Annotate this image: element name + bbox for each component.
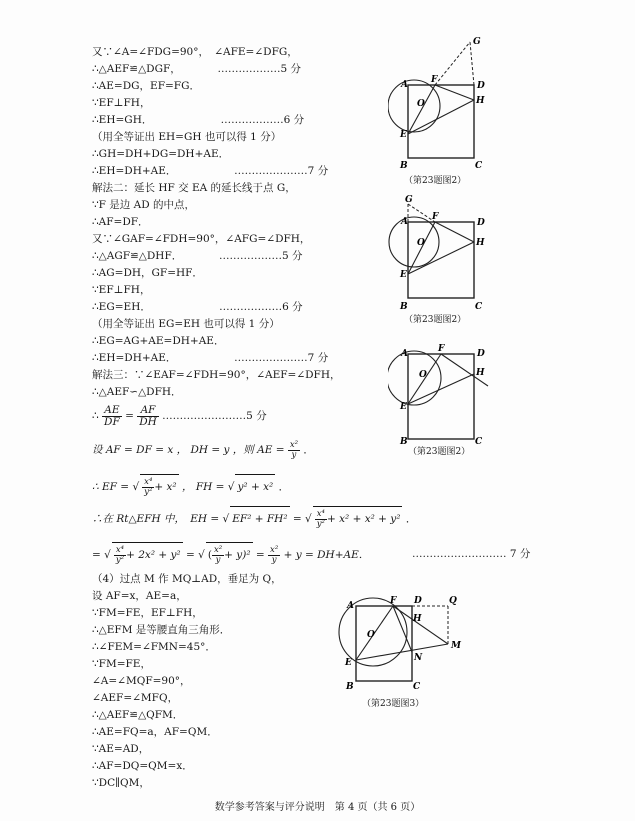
text-line: ∴EH=DH+AE． …………………7 分 [92, 165, 329, 177]
radical-sign: √ [198, 549, 205, 561]
label-f: F [432, 212, 439, 222]
text-line: ∴AE=FQ=a，AF=QM． [92, 726, 218, 738]
label-b: B [346, 682, 354, 692]
label-d: D [477, 81, 485, 91]
equals-sign: = [255, 549, 265, 561]
label-a: A [401, 217, 408, 227]
text-line: ∴AG=DH，GF=HF． [92, 267, 203, 279]
label-e: E [400, 402, 407, 412]
text-line: ∵FM=FE，EF⊥FH， [92, 607, 203, 619]
figure-caption: （第23题图3） [362, 699, 425, 709]
text-line: 解法三：∵∠EAF=∠FDH=90°，∠AEF=∠DFH， [92, 369, 341, 381]
equals-sign: = [125, 410, 134, 422]
numerator: AE [102, 405, 122, 417]
fraction-af-dh [137, 405, 159, 428]
segment-gf-dashed [408, 204, 435, 222]
label-o: O [419, 370, 427, 380]
radical-sign: √ [305, 513, 312, 525]
text-line: ∴△EFM 是等腰直角三角形． [92, 624, 231, 636]
fraction-x2-y [288, 441, 300, 460]
label-m: M [451, 641, 461, 651]
segment-em [356, 644, 448, 660]
text-line: ∴△AEF∽△DFH． [92, 386, 182, 398]
segment-fh [435, 222, 474, 242]
label-d: D [477, 349, 485, 359]
label-g: G [473, 37, 481, 47]
label-c: C [475, 161, 483, 171]
label-n: N [414, 653, 423, 663]
denominator: y [215, 554, 221, 565]
label-d: D [477, 218, 485, 228]
circle-o [388, 351, 441, 405]
denominator: y [291, 449, 297, 460]
radicand: EF² + FH² [230, 506, 289, 531]
text-line: ∴△AEF≌△QFM． [92, 709, 184, 721]
square-abcd [408, 222, 474, 298]
radical-sign: √ [104, 549, 111, 561]
fraction-x4-y2 [315, 510, 327, 529]
label-h: H [476, 96, 485, 106]
label-f: F [438, 344, 445, 354]
segment-fh [435, 85, 474, 100]
text-line: ∵EF⊥FH， [92, 97, 151, 109]
formula-eh [92, 506, 416, 531]
label-h: H [413, 614, 422, 624]
label-g: G [405, 195, 413, 205]
text-line: ∵EF⊥FH， [92, 284, 151, 296]
text-line: ∵F 是边 AD 的中点， [92, 199, 195, 211]
label-c: C [413, 682, 421, 692]
geometry-figure-1 [388, 30, 498, 186]
formula-term: + x² + x² + y² [326, 513, 401, 525]
text-line: ∴AF=DQ=QM=x． [92, 760, 193, 772]
segment-dg-dashed [470, 42, 474, 85]
label-b: B [400, 437, 408, 447]
radical-sign: √ [227, 481, 235, 493]
numerator: x² [289, 439, 299, 450]
text-line: ∴△AEF≌△DGF， ………………5 分 [92, 63, 302, 75]
radicand: y² + x² [235, 474, 275, 499]
formula-term: + 2x² + y² [126, 549, 181, 561]
label-f: F [431, 75, 438, 85]
label-b: B [400, 302, 408, 312]
label-a: A [347, 601, 354, 611]
formula-term: + y)² [224, 549, 251, 561]
text-line: 又∵∠GAF=∠FDH=90°，∠AFG=∠DFH， [92, 233, 311, 245]
formula-end: ． [278, 481, 290, 493]
denominator: DF [104, 415, 120, 428]
formula-term: + x² [154, 481, 177, 493]
equals-sign: = [185, 549, 195, 561]
figure-canvas [388, 30, 498, 175]
fraction-x2-y [268, 546, 280, 565]
formula-ef-fh [92, 474, 289, 499]
figure-canvas [336, 592, 476, 704]
radicand [140, 474, 179, 499]
numerator: x⁴ [315, 510, 327, 520]
segment-fg-dashed [435, 42, 470, 85]
figure-caption: （第23题图2） [404, 315, 467, 325]
figure-canvas [388, 188, 498, 313]
formula-set-variables [92, 438, 314, 462]
numerator: x² [270, 544, 279, 555]
denominator: y² [316, 518, 325, 529]
equals-sign: = [292, 513, 302, 525]
label-e: E [400, 130, 407, 140]
label-c: C [475, 302, 483, 312]
label-o: O [367, 630, 375, 640]
formula-end: ． [405, 513, 417, 525]
figure-caption: （第23题图2） [404, 176, 467, 186]
radical-sign: √ [222, 513, 230, 525]
formula-text: ∴ EF = [92, 481, 130, 493]
text-line: （用全等证出 EH=GH 也可以得 1 分） [92, 131, 282, 143]
numerator: x⁴ [114, 546, 126, 556]
text-line: ∴EH=GH． ………………6 分 [92, 114, 305, 126]
radical-sign: √ [132, 481, 140, 493]
text-line: ∴EG=EH． ………………6 分 [92, 301, 303, 313]
denominator: y [271, 554, 277, 565]
text-line: ∴AF=DF． [92, 216, 149, 228]
label-a: A [401, 80, 408, 90]
formula-text: 设 AF = DF = x ， DH = y ，则 AE = [92, 444, 285, 456]
label-b: B [400, 161, 408, 171]
label-d: D [414, 596, 422, 606]
text-line: 解法二：延长 HF 交 EA 的延长线于点 G， [92, 182, 296, 194]
geometry-figure-3 [388, 338, 503, 458]
text-line: ∴EH=DH+AE． …………………7 分 [92, 352, 329, 364]
label-f: F [390, 596, 397, 606]
text-line: ∴△AGF≌△DHF． ………………5 分 [92, 250, 303, 262]
denominator: y² [144, 486, 153, 497]
label-q: Q [449, 596, 457, 606]
text-line: ∠AEF=∠MFQ， [92, 692, 179, 704]
circle-o [389, 217, 439, 267]
label-a: A [401, 349, 408, 359]
label-e: E [400, 270, 407, 280]
text-line: ∴GH=DH+DG=DH+AE． [92, 148, 230, 160]
equals-sign: = [92, 549, 101, 561]
label-h: H [476, 238, 485, 248]
geometry-figure-4 [336, 592, 476, 709]
denominator: y² [115, 554, 125, 565]
denominator: DH [139, 415, 157, 428]
fraction-ae-df [102, 405, 122, 428]
figure-canvas [388, 338, 503, 458]
text-line: 设 AF=x，AE=a， [92, 590, 187, 602]
text-line: ∴EG=AG+AE=DH+AE． [92, 335, 225, 347]
numerator: x² [213, 544, 223, 555]
fraction-x2-y [212, 546, 224, 565]
text-line: ∵DC∥QM， [92, 777, 150, 789]
formula-end: ． [303, 444, 314, 456]
geometry-figure-2 [388, 188, 498, 325]
numerator: x⁴ [142, 478, 154, 488]
numerator: AF [137, 405, 159, 417]
formula-proportion [92, 404, 267, 428]
text-line: ∵AE=AD， [92, 743, 150, 755]
score-marker: ……………………… 7 分 [412, 548, 531, 560]
text-line: 又∵∠A=∠FDG=90°， ∠AFE=∠DFG， [92, 46, 298, 58]
label-o: O [417, 99, 425, 109]
formula-eh-continued [92, 542, 369, 567]
text-line: ∴AE=DG，EF=FG． [92, 80, 200, 92]
label-e: E [345, 658, 352, 668]
score-marker: ……………………5 分 [162, 410, 267, 422]
square-abcd [408, 354, 474, 439]
label-c: C [475, 437, 483, 447]
figure-caption: （第23题图2） [408, 447, 471, 457]
label-h: H [476, 368, 485, 378]
fraction-x4-y2 [114, 546, 126, 565]
text-line: ∵FM=FE， [92, 658, 151, 670]
text-line: ∠A=∠MQF=90°， [92, 675, 191, 687]
formula-term: + y = DH+AE． [283, 549, 370, 561]
therefore-symbol: ∴ [92, 410, 99, 422]
radicand [313, 506, 403, 531]
text-line: ∴∠FEM=∠FMN=45°． [92, 641, 216, 653]
page-footer: 数学参考答案与评分说明 第 4 页（共 6 页） [214, 802, 421, 813]
radicand: ( $\frac{\text{x²}}{y}$ + y)² [206, 542, 253, 567]
text-line: （用全等证出 EG=EH 也可以得 1 分） [92, 318, 280, 330]
radicand [112, 542, 183, 567]
formula-text: ∴在 Rt△EFH 中， EH = [92, 513, 220, 525]
formula-text: ， FH = [182, 481, 225, 493]
text-line: （4）过点 M 作 MQ⊥AD，垂足为 Q， [92, 573, 282, 585]
fraction-x4-y2 [142, 478, 154, 497]
label-o: O [417, 238, 425, 248]
